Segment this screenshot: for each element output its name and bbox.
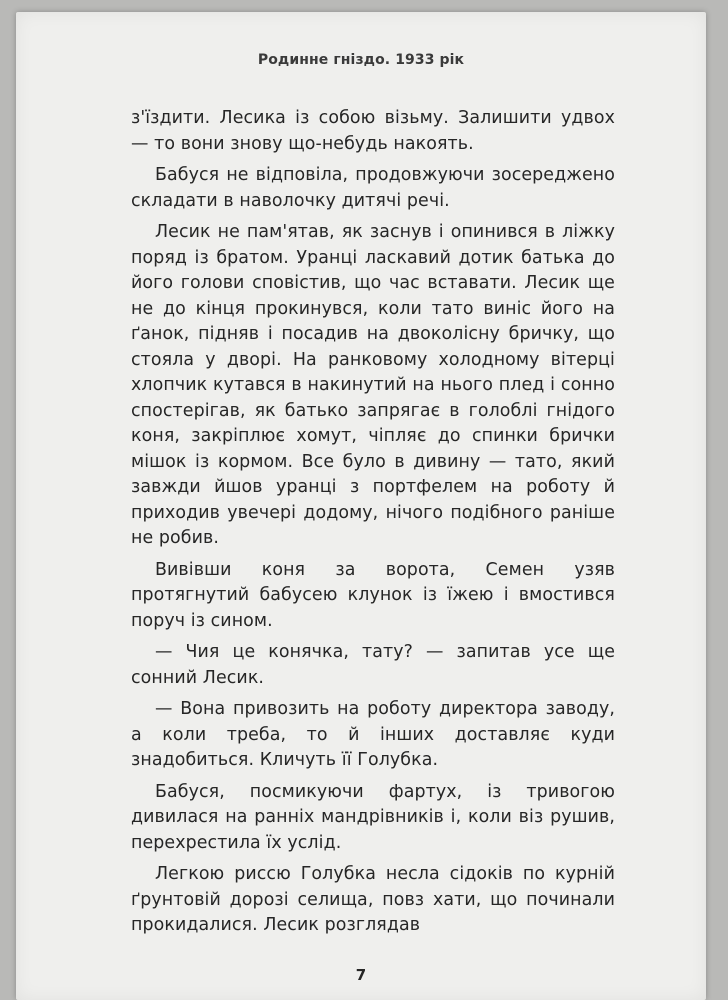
page-number: 7 <box>355 966 367 984</box>
paragraph: з'їздити. Лесика із собою візьму. Залишити удвох — то вони знову що-небудь накоять. <box>131 108 615 154</box>
body-text <box>131 106 615 945</box>
paragraph: Вивівши коня за ворота, Семен узяв протягнутий бабусею клунок із їжею і вмостився поруч із сином. <box>131 559 615 631</box>
paragraph: Легкою риссю Голубка несла сідоків по курній ґрунтовій дорозі селища, повз хати, що починали прокидалися. Лесик розглядав <box>131 864 615 935</box>
paragraph: Бабуся, посмикуючи фартух, із тривогою дивилася на ранніх мандрівників і, коли віз рушив, перехрестила їх услід. <box>131 781 615 853</box>
book-page <box>16 12 706 1000</box>
paragraph: — Вона привозить на роботу директора заводу, а коли треба, то й інших доставляє куди знадобиться. Кличуть її Голубка. <box>131 699 615 770</box>
paragraph: — Чия це конячка, тату? — запитав усе ще сонний Лесик. <box>131 642 615 688</box>
paragraph: Бабуся не відповіла, продовжуючи зосереджено складати в наволочку дитячі речі. <box>131 165 615 211</box>
paragraph: Лесик не пам'ятав, як заснув і опинився в ліжку поряд із братом. Уранці ласкавий дотик батька до його голови сповістив, що час вставати. Лесик ще не до кінця прокинувся, коли тато виніс його на ґанок, підняв і посадив на двоколісну бричку, що стояла у дворі. На ранковому холодному вітерці хлопчик кутався в накинутий на нього плед і сонно спостерігав, як батько запрягає в голоблі гнідого коня, закріплює хомут, чіпляє до спинки брички мішок із кормом. Все було в дивину — тато, який завжди йшов уранці з портфелем на роботу й приходив увечері додому, нічого подібного раніше не робив. <box>131 222 615 548</box>
running-head: Родинне гніздо. 1933 рік <box>257 52 465 68</box>
